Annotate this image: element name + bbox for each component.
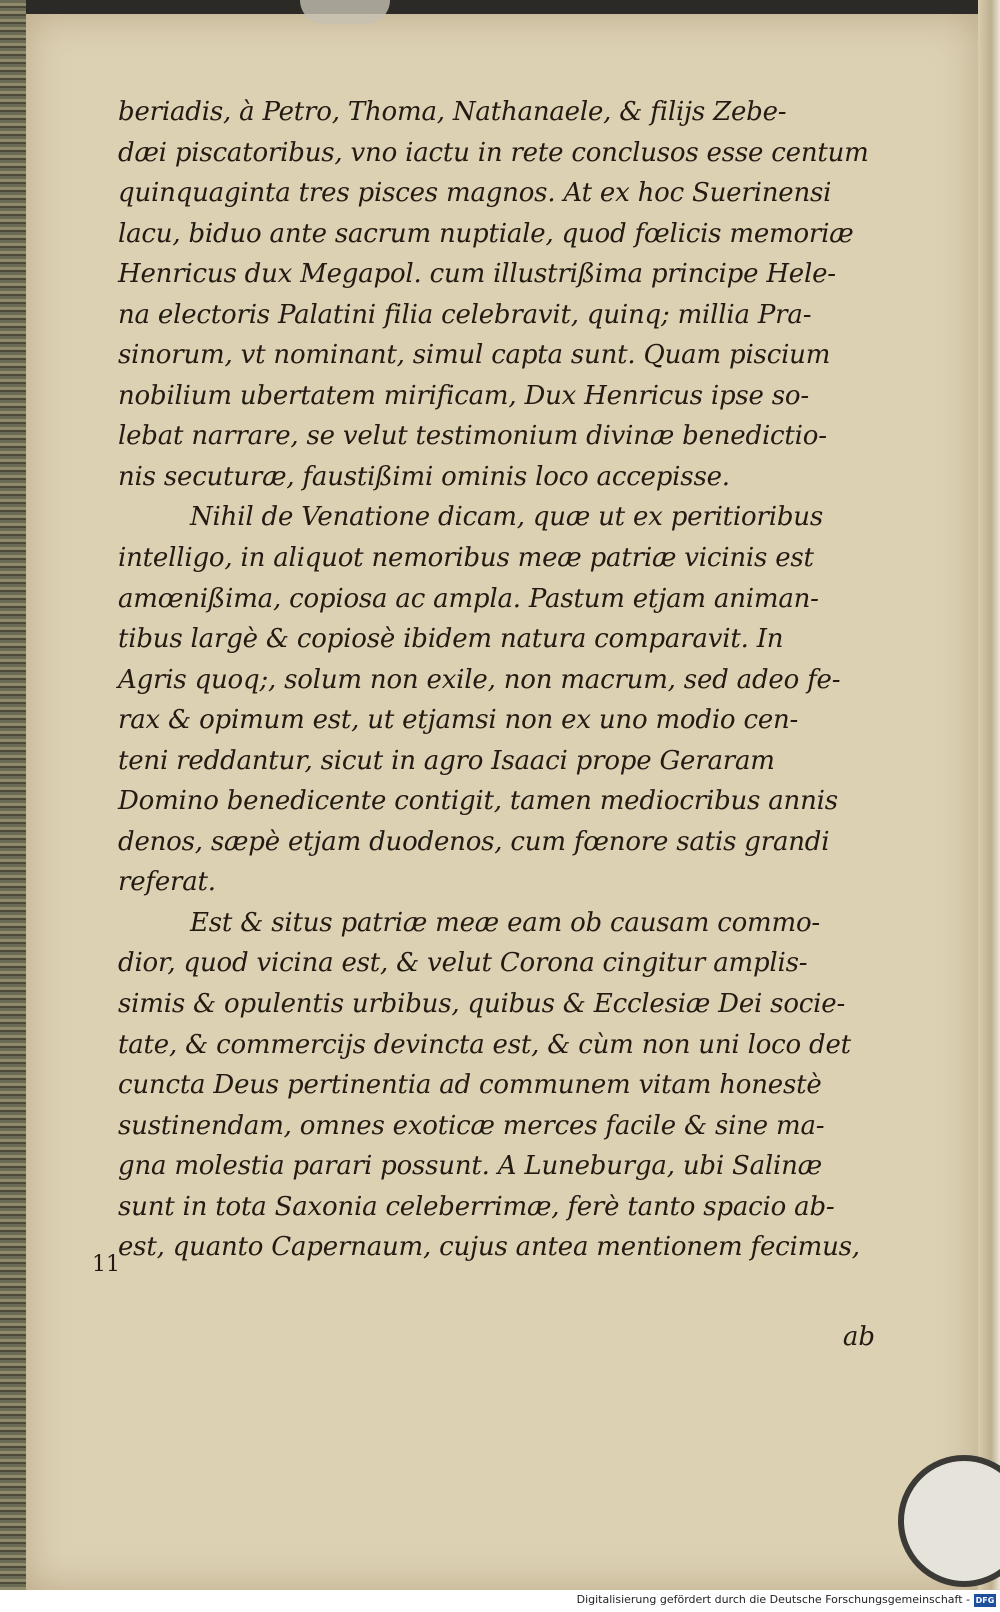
- text-line: sinorum, vt nominant, simul capta sunt. Quam piscium: [118, 340, 831, 371]
- text-line: denos, sæpè etjam duodenos, cum fœnore satis grandi: [118, 826, 830, 857]
- text-line: est, quanto Capernaum, cujus antea mentionem fecimus,: [118, 1232, 860, 1263]
- text-line: lebat narrare, se velut testimonium divinæ benedictio-: [118, 421, 827, 452]
- text-line: dior, quod vicina est, & velut Corona cingitur amplis-: [118, 948, 808, 979]
- text-line: na electoris Palatini filia celebravit, quinq; millia Pra-: [118, 299, 812, 330]
- text-line: beriadis, à Petro, Thoma, Nathanaele, & filijs Zebe-: [118, 97, 787, 127]
- text-line: Henricus dux Megapol. cum illustrißima principe Hele-: [118, 259, 836, 290]
- signature-mark: 11: [92, 1252, 120, 1277]
- text-line: cuncta Deus pertinentia ad communem vitam honestè: [118, 1070, 822, 1101]
- dfg-logo: DFG: [975, 1596, 995, 1605]
- text-line: amœnißima, copiosa ac ampla. Pastum etjam animan-: [118, 583, 819, 614]
- text-line: Nihil de Venatione dicam, quæ ut ex peritioribus: [190, 502, 823, 533]
- text-line: tate, & commercijs devincta est, & cùm non uni loco det: [118, 1029, 851, 1060]
- text-line: sustinendam, omnes exoticæ merces facile & sine ma-: [118, 1110, 825, 1141]
- text-line: intelligo, in aliquot nemoribus meæ patriæ vicinis est: [118, 543, 814, 574]
- text-line: teni reddantur, sicut in agro Isaaci prope Geraram: [118, 745, 775, 776]
- text-line: sunt in tota Saxonia celeberrimæ, ferè tanto spacio ab-: [118, 1191, 835, 1222]
- text-line: dæi piscatoribus, vno iactu in rete conclusos esse centum: [118, 137, 869, 168]
- catchword: ab: [842, 1322, 875, 1352]
- text-line: Agris quoq;, solum non exile, non macrum, sed adeo fe-: [118, 664, 841, 695]
- text-line: lacu, biduo ante sacrum nuptiale, quod fœlicis memoriæ: [118, 218, 854, 249]
- book-spine-right: [978, 0, 1000, 1590]
- text-line: gna molestia parari possunt. A Luneburga, ubi Salinæ: [118, 1151, 822, 1182]
- text-line: nis secuturæ, faustißimi ominis loco accepisse.: [118, 461, 730, 492]
- book-edge-left: [0, 0, 26, 1590]
- text-line: tibus largè & copiosè ibidem natura comparavit. In: [118, 624, 784, 655]
- text-line: referat.: [118, 867, 216, 898]
- text-line: rax & opimum est, ut etjamsi non ex uno modio cen-: [118, 705, 799, 736]
- footer-credit: Digitalisierung gefördert durch die Deutsche Forschungsgemeinschaft -: [576, 1593, 970, 1606]
- page-text: [118, 92, 893, 1268]
- text-line: quinquaginta tres pisces magnos. At ex hoc Suerinensi: [118, 178, 832, 209]
- footer: [0, 1590, 1000, 1612]
- text-line: nobilium ubertatem mirificam, Dux Henricus ipse so-: [118, 380, 809, 411]
- paper-stain: [300, 0, 390, 24]
- text-line: Est & situs patriæ meæ eam ob causam commo-: [190, 907, 820, 938]
- text-line: simis & opulentis urbibus, quibus & Ecclesiæ Dei socie-: [118, 989, 846, 1020]
- text-line: Domino benedicente contigit, tamen mediocribus annis: [118, 786, 838, 817]
